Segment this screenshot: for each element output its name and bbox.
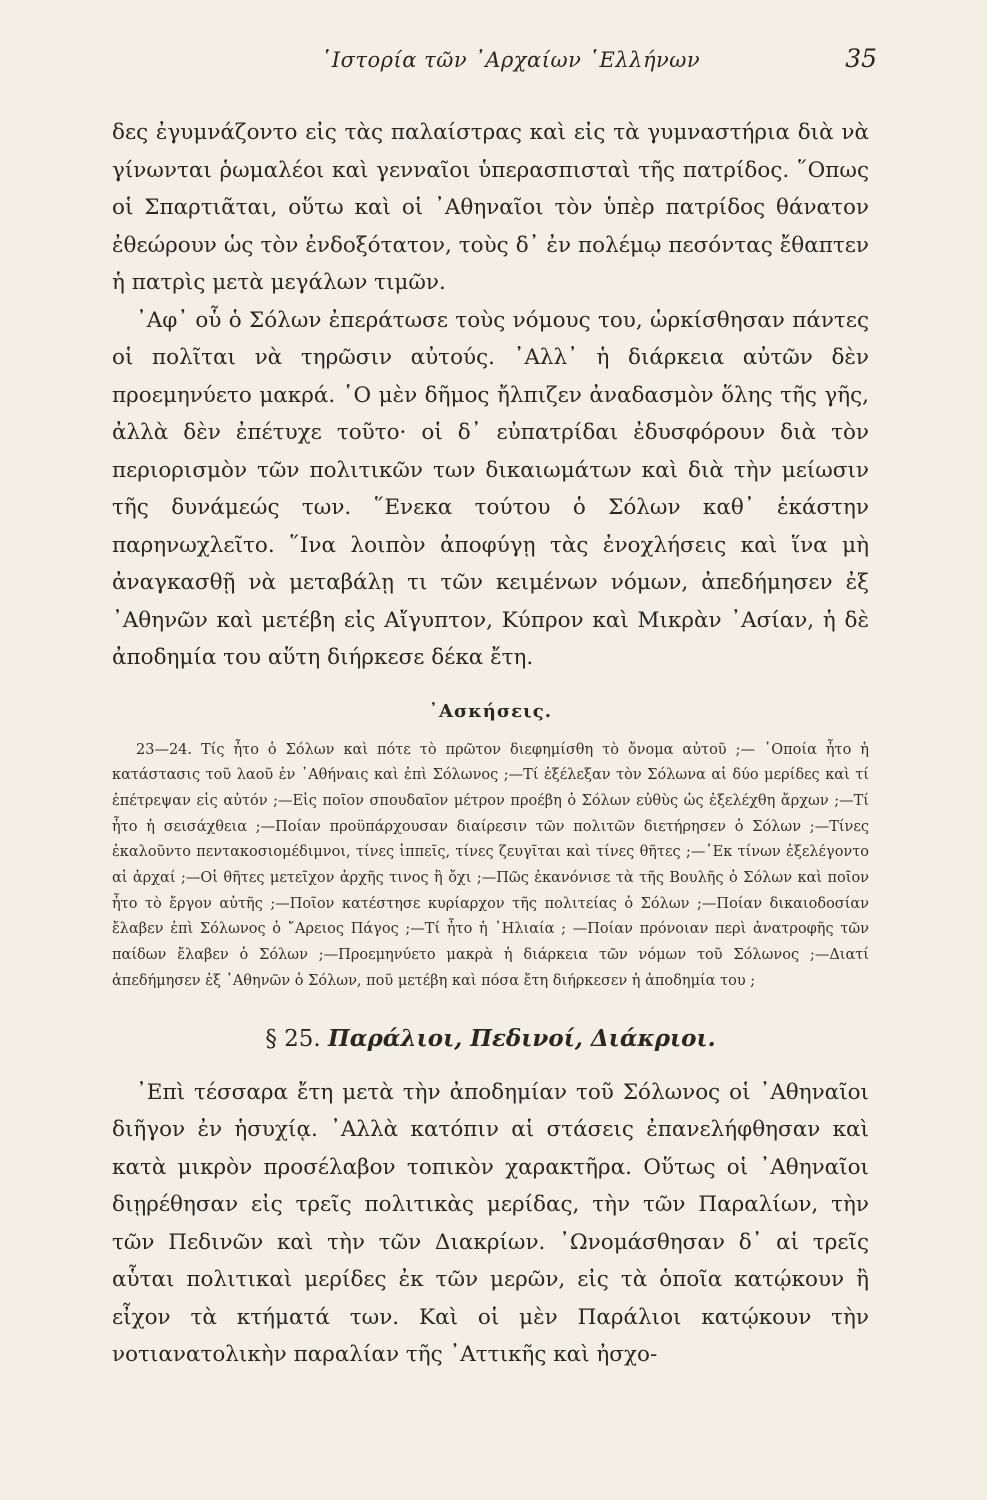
section-paragraph: ᾿Επὶ τέσσαρα ἔτη μετὰ τὴν ἀποδημίαν τοῦ Σόλωνος οἱ ᾿Αθηναῖοι διῆγον ἐν ἡσυχίᾳ. ᾿Αλλὰ κατόπιν αἱ στάσεις ἐπανελήφθησαν καὶ κατὰ μικρὸν προσέλαβον τοπικὸν χαρακτῆρα. Οὕτως οἱ ᾿Αθηναῖοι διῃρέθησαν εἰς τρεῖς πολιτικὰς μερίδας, τὴν τῶν Παραλίων, τὴν τῶν Πεδινῶν καὶ τὴν τῶν Διακρίων. ᾿Ωνομάσθησαν δ᾿ αἱ τρεῖς αὗται πολιτικαὶ μερίδες ἐκ τῶν μερῶν, εἰς τὰ ὁποῖα κατῴκουν ἢ εἶχον τὰ κτήματά των. Καὶ οἱ μὲν Παράλιοι κατῴκουν τὴν νοτιανατολικὴν παραλίαν τῆς ᾿Αττικῆς καὶ ἠσχο- <box>112 1079 869 1368</box>
paragraph-2: ᾿Αφ᾿ οὗ ὁ Σόλων ἐπεράτωσε τοὺς νόμους του, ὡρκίσθησαν πάντες οἱ πολῖται νὰ τηρῶσιν αὐτούς. ᾿Αλλ᾿ ἡ διάρκεια αὐτῶν δὲν προεμηνύετο μακρά. ῾Ο μὲν δῆμος ἤλπιζεν ἀναδασμὸν ὅλης τῆς γῆς, ἀλλὰ δὲν ἐπέτυχε τοῦτο· οἱ δ᾿ εὐπατρίδαι ἐδυσφόρουν διὰ τὸν περιορισμὸν τῶν πολιτικῶν των δικαιωμάτων καὶ διὰ τὴν μείωσιν τῆς δυνάμεώς των. ῞Ενεκα τούτου ὁ Σόλων καθ᾿ ἑκάστην παρηνωχλεῖτο. ῞Ινα λοιπὸν ἀποφύγῃ τὰς ἐνοχλήσεις καὶ ἵνα μὴ ἀναγκασθῇ νὰ μεταβάλῃ τι τῶν κειμένων νόμων, ἀπεδήμησεν ἐξ ᾿Αθηνῶν καὶ μετέβη εἰς Αἴγυπτον, Κύπρον καὶ Μικρὰν ᾿Ασίαν, ἡ δὲ ἀποδημία του αὕτη διήρκεσε δέκα ἔτη. <box>112 307 869 670</box>
exercises-text: 23—24. Τίς ἦτο ὁ Σόλων καὶ πότε τὸ πρῶτον διεφημίσθη τὸ ὄνομα αὐτοῦ ;— ῾Οποία ἦτο ἡ κατάστασις τοῦ λαοῦ ἐν ᾿Αθήναις καὶ ἐπὶ Σόλωνος ;—Τί ἐξέλεξαν τὸν Σόλωνα αἱ δύο μερίδες καὶ τί ἐπέτρεψαν εἰς αὐτόν ;—Εἰς ποῖον σπουδαῖον μέτρον προέβη ὁ Σόλων εὐθὺς ὡς ἐξελέχθη ἄρχων ;—Τί ἦτο ἡ σεισάχθεια ;—Ποίαν προϋπάρχουσαν διαίρεσιν τῶν πολιτῶν διετήρησεν ὁ Σόλων ;—Τίνες ἐκαλοῦντο πεντακοσιομέδιμνοι, τίνες ἱππεῖς, τίνες ζευγῖται καὶ τίνες θῆτες ;—᾿Εκ τίνων ἐξελέγοντο αἱ ἀρχαί ;—Οἱ θῆτες μετεῖχον ἀρχῆς τινος ἢ ὄχι ;—Πῶς ἐκανόνισε τὰ τῆς Βουλῆς ὁ Σόλων καὶ ποῖον ἦτο τὸ ἔργον αὐτῆς ;—Ποῖον κατέστησε κυρίαρχον τῆς πολιτείας ὁ Σόλων ;—Ποίαν δικαιοδοσίαν ἔλαβεν ἐπὶ Σόλωνος ὁ ῎Αρειος Πάγος ;—Τί ἦτο ἡ ῾Ηλιαία ; —Ποίαν πρόνοιαν περὶ ἀνατροφῆς τῶν παίδων ἔλαβεν ὁ Σόλων ;—Προεμηνύετο μακρὰ ἡ διάρκεια τῶν νόμων τοῦ Σόλωνος ;—Διατί ἀπεδήμησεν ἐξ ᾿Αθηνῶν ὁ Σόλων, ποῦ μετέβη καὶ πόσα ἔτη διήρκεσεν ἡ ἀποδημία του ; <box>112 741 869 989</box>
running-title: ῾Ιστορία τῶν ᾿Αρχαίων ῾Ελλήνων <box>320 48 701 72</box>
section-title: Παράλιοι, Πεδινοί, Διάκριοι. <box>328 1024 716 1052</box>
running-head <box>112 44 877 88</box>
exercises-heading: ᾿Ασκήσεις. <box>429 700 552 722</box>
section-number: § 25. <box>265 1025 321 1052</box>
page-number: 35 <box>845 44 877 73</box>
paragraph-1: δες ἐγυμνάζοντο εἰς τὰς παλαίστρας καὶ εἰς τὰ γυμναστήρια διὰ νὰ γίνωνται ῥωμαλέοι καὶ γενναῖοι ὑπερασπισταὶ τῆς πατρίδος. ῞Οπως οἱ Σπαρτιᾶται, οὕτω καὶ οἱ ᾿Αθηναῖοι τὸν ὑπὲρ πατρίδος θάνατον ἐθεώρουν ὡς τὸν ἐνδοξότατον, τοὺς δ᾿ ἐν πολέμῳ πεσόντας ἔθαπτεν ἡ πατρὶς μετὰ μεγάλων τιμῶν. <box>112 120 869 295</box>
section-heading <box>112 1025 869 1052</box>
